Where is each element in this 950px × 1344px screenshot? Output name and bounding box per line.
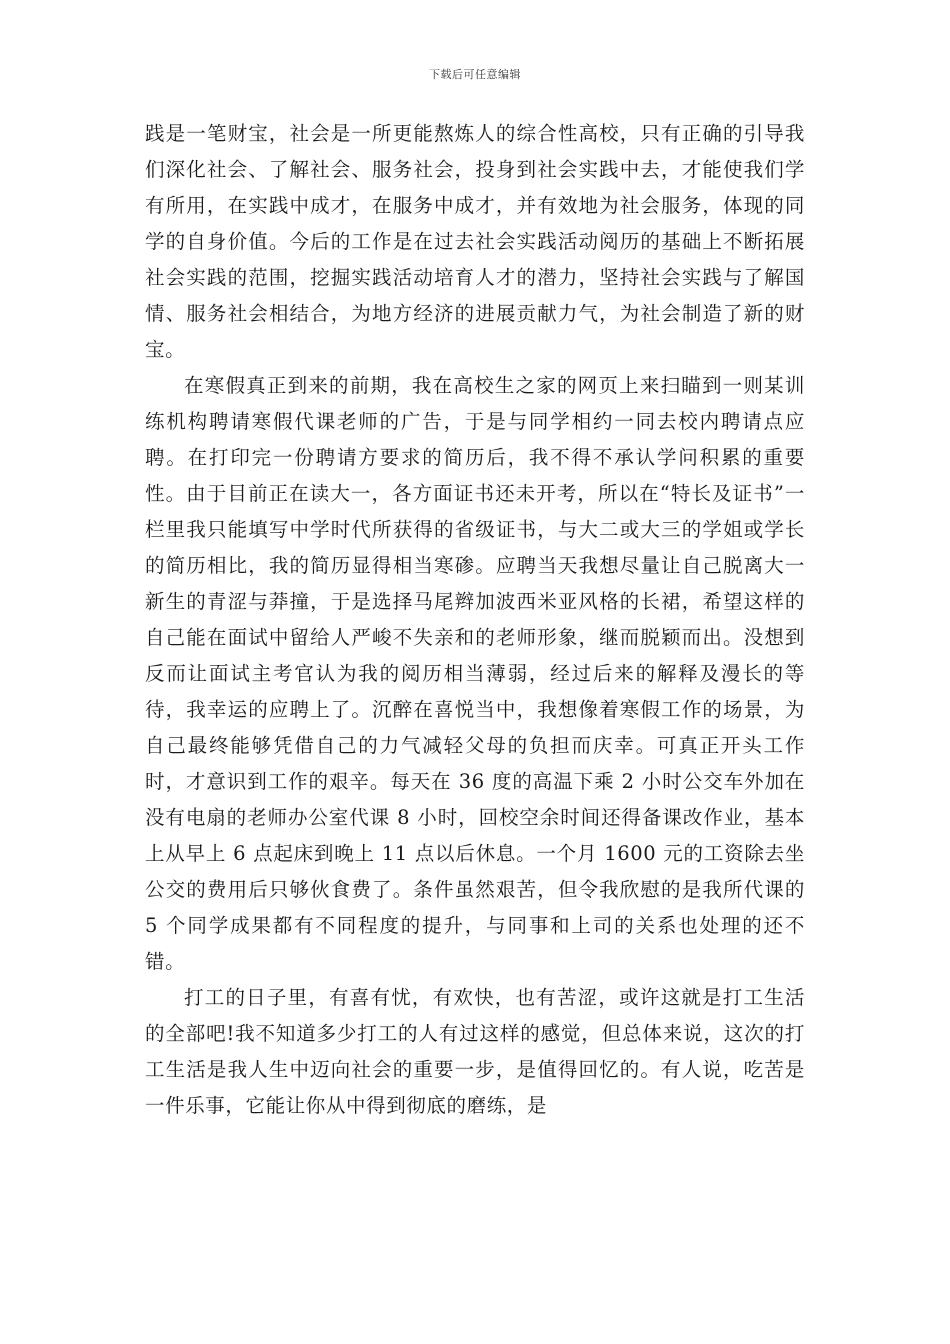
document-body xyxy=(145,116,805,1124)
paragraph-3: 打工的日子里，有喜有忧，有欢快，也有苦涩，或许这就是打工生活的全部吧!我不知道多少打工的人有过这样的感觉，但总体来说，这次的打工生活是我人生中迈向社会的重要一步，是值得回忆的。有人说，吃苦是一件乐事，它能让你从中得到彻底的磨练，是 xyxy=(145,986,805,1117)
paragraph-1: 践是一笔财宝，社会是一所更能熬炼人的综合性高校，只有正确的引导我们深化社会、了解社会、服务社会，投身到社会实践中去，才能使我们学有所用，在实践中成才，在服务中成才，并有效地为社会服务，体现的同学的自身价值。今后的工作是在过去社会实践活动阅历的基础上不断拓展社会实践的范围，挖掘实践活动培育人才的潜力，坚持社会实践与了解国情、服务社会相结合，为地方经济的进展贡献力气，为社会制造了新的财宝。 xyxy=(145,122,805,361)
paragraph-2: 在寒假真正到来的前期，我在高校生之家的网页上来扫瞄到一则某训练机构聘请寒假代课老师的广告，于是与同学相约一同去校内聘请点应聘。在打印完一份聘请方要求的简历后，我不得不承认学问积累的重要性。由于目前正在读大一，各方面证书还未开考，所以在“特长及证书”一栏里我只能填写中学时代所获得的省级证书，与大二或大三的学姐或学长的简历相比，我的简历显得相当寒碜。应聘当天我想尽量让自己脱离大一新生的青涩与莽撞，于是选择马尾辫加波西米亚风格的长裙，希望这样的自己能在面试中留给人严峻不失亲和的老师形象，继而脱颖而出。没想到反而让面试主考官认为我的阅历相当薄弱，经过后来的解释及漫长的等待，我幸运的应聘上了。沉醉在喜悦当中，我想像着寒假工作的场景，为自己最终能够凭借自己的力气减轻父母的负担而庆幸。可真正开头工作时，才意识到工作的艰辛。每天在 36 度的高温下乘 2 小时公交车外加在没有电扇的老师办公室代课 8 小时，回校空余时间还得备课改作业，基本上从早上 6 点起床到晚上 11 点以后休息。一个月 1600 元的工资除去坐公交的费用后只够伙食费了。条件虽然艰苦，但令我欣慰的是我所代课的 5 个同学成果都有不同程度的提升，与同事和上司的关系也处理的还不错。 xyxy=(145,374,805,973)
page-header: 下载后可任意编辑 xyxy=(429,68,521,81)
